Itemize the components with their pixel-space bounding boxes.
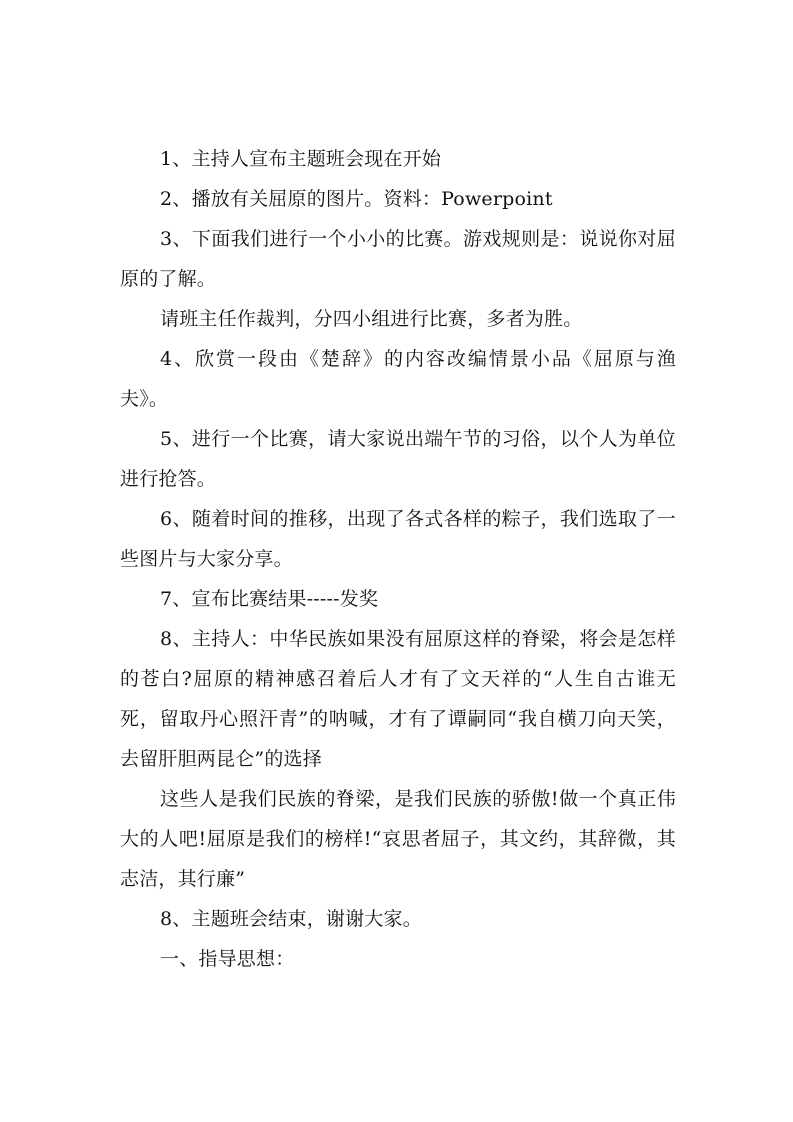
paragraph-11: 8、主题班会结束，谢谢大家。 xyxy=(160,908,422,930)
paragraph-10: 这些人是我们民族的脊梁，是我们民族的骄傲!做一个真正伟大的人吧!屈原是我们的榜样!“哀思者屈子，其文约，其辞微，其志洁，其行廉” xyxy=(120,788,676,890)
paragraph-5: 4、欣赏一段由《楚辞》的内容改编情景小品《屈原与渔夫》。 xyxy=(120,348,676,410)
paragraph-2: 2、播放有关屈原的图片。资料：Powerpoint xyxy=(160,188,553,210)
paragraph-8: 7、宣布比赛结果-----发奖 xyxy=(160,588,379,610)
section-heading: 一、指导思想： xyxy=(160,948,295,970)
paragraph-1: 1、主持人宣布主题班会现在开始 xyxy=(160,148,442,170)
paragraph-3: 3、下面我们进行一个小小的比赛。游戏规则是：说说你对屈原的了解。 xyxy=(120,228,676,290)
document-body xyxy=(120,139,676,979)
paragraph-6: 5、进行一个比赛，请大家说出端午节的习俗，以个人为单位进行抢答。 xyxy=(120,428,676,490)
paragraph-7: 6、随着时间的推移，出现了各式各样的粽子，我们选取了一些图片与大家分享。 xyxy=(120,508,676,570)
paragraph-9: 8、主持人：中华民族如果没有屈原这样的脊梁，将会是怎样的苍白?屈原的精神感召着后人才有了文天祥的“人生自古谁无死，留取丹心照汗青”的呐喊，才有了谭嗣同“我自横刀向天笑，去留肝胆两昆仑”的选择 xyxy=(120,628,676,770)
paragraph-4: 请班主任作裁判，分四小组进行比赛，多者为胜。 xyxy=(160,308,583,330)
